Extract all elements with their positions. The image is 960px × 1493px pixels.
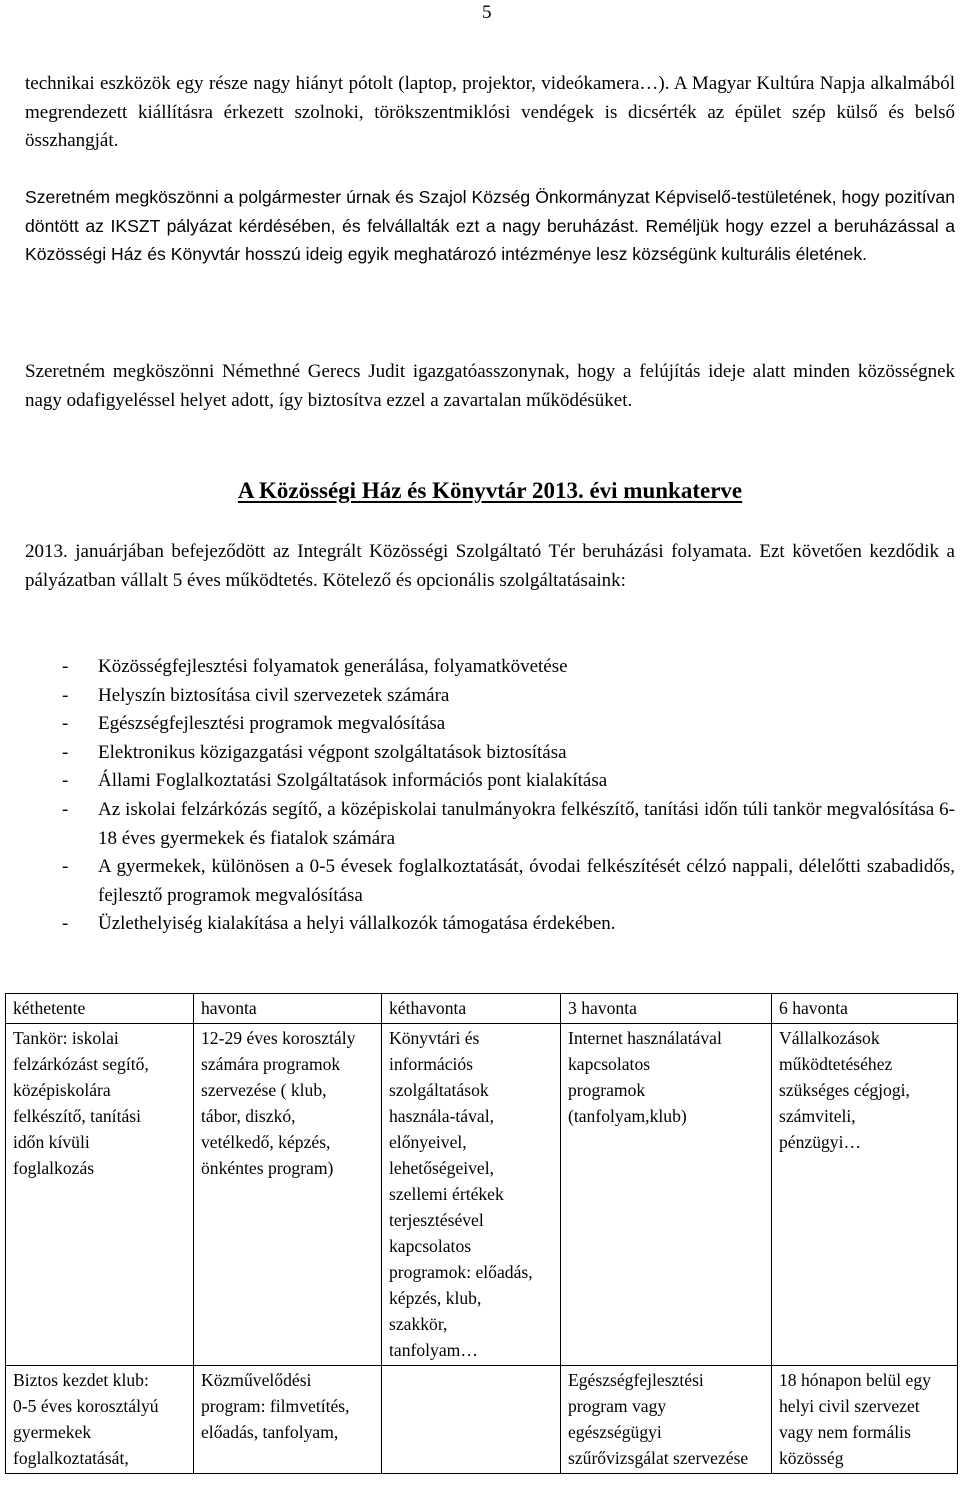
- list-item-text: Állami Foglalkoztatási Szolgáltatások információs pont kialakítása: [98, 770, 608, 792]
- header-quarterly: 3 havonta: [561, 994, 772, 1024]
- list-item-text: Helyszín biztosítása civil szervezetek számára: [98, 684, 450, 706]
- list-dash: -: [62, 770, 69, 792]
- list-dash: -: [62, 798, 69, 820]
- table-cell: [382, 1366, 561, 1474]
- section-title: A Közösségi Ház és Könyvtár 2013. évi munkaterve: [237, 478, 743, 503]
- cell-text: Vállalkozások működtetéséhez szükséges cégjogi, számviteli, pénzügyi…: [779, 1028, 910, 1152]
- table-header-row: [6, 994, 958, 1024]
- list-dash: -: [62, 713, 69, 735]
- table-cell: [561, 1024, 772, 1366]
- list-dash: -: [62, 741, 69, 763]
- cell-text: Internet használatával kapcsolatos programok (tanfolyam,klub): [568, 1028, 722, 1126]
- header-bimonthly: kéthavonta: [382, 994, 561, 1024]
- list-item: [25, 796, 955, 853]
- cell-text: 18 hónapon belül egy helyi civil szervezet vagy nem formális közösség: [779, 1370, 931, 1468]
- list-item-text: A gyermekek, különösen a 0-5 évesek foglalkoztatását, óvodai felkészítését célzó nappali, délelőtti szabadidős, fejlesztő programok megvalósítása: [98, 856, 955, 906]
- page-number: 5: [482, 2, 492, 23]
- cell-text: Tankör: iskolai felzárkózást segítő, középiskolára felkészítő, tanítási időn kívüli foglalkozás: [13, 1028, 149, 1178]
- paragraph-technical-equipment: technikai eszközök egy része nagy hiányt pótolt (laptop, projektor, videókamera…). A Magyar Kultúra Napja alkalmából megrendezett kiállításra érkezett szolnoki, törökszentmiklósi vendégek is dicsérték az épület szép külső és belső összhangját.: [25, 73, 955, 151]
- services-list: [25, 653, 955, 939]
- table-cell: [772, 1366, 958, 1474]
- table-cell: [561, 1366, 772, 1474]
- list-dash: -: [62, 656, 69, 677]
- paragraph-thanks-mayor: Szeretném megköszönni a polgármester úrnak és Szajol Község Önkormányzat Képviselő-testületének, hogy pozitívan döntött az IKSZT pályázat kérdésében, és felvállalták ezt a nagy beruházást. Reméljük hogy ezzel a beruházással a Közösségi Ház és Könyvtár hosszú ideig egyik meghatározó intézménye lesz községünk kulturális életének.: [25, 187, 955, 264]
- header-monthly: havonta: [194, 994, 382, 1024]
- list-item: [25, 739, 955, 768]
- list-item-text: Közösségfejlesztési folyamatok generálása, folyamatkövetése: [98, 656, 568, 677]
- list-item: [25, 853, 955, 910]
- list-item: [25, 653, 955, 682]
- header-semiannual: 6 havonta: [772, 994, 958, 1024]
- list-dash: -: [62, 684, 69, 706]
- header-biweekly: kéthetente: [6, 994, 194, 1024]
- table-cell: [772, 1024, 958, 1366]
- paragraph-thanks-director: Szeretném megköszönni Némethné Gerecs Judit igazgatóasszonynak, hogy a felújítás ideje alatt minden közösségnek nagy odafigyeléssel helyet adott, így biztosítva ezzel a zavartalan működésüket.: [25, 361, 955, 411]
- table-cell: [6, 1366, 194, 1474]
- list-item: [25, 767, 955, 796]
- list-item-text: Elektronikus közigazgatási végpont szolgáltatások biztosítása: [98, 741, 567, 763]
- list-item-text: Üzlethelyiség kialakítása a helyi vállalkozók támogatása érdekében.: [98, 913, 616, 935]
- list-item: [25, 910, 955, 939]
- schedule-table: [5, 993, 958, 1474]
- cell-text: Könyvtári és információs szolgáltatások használa-tával, előnyeivel, lehetőségeivel, szellemi értékek terjesztésével kapcsolatos programok: előadás, képzés, klub, szakkör, tanfolyam…: [389, 1028, 533, 1360]
- cell-text: 12-29 éves korosztály számára programok szervezése ( klub, tábor, diszkó, vetélkedő, képzés, önkéntes program): [201, 1028, 356, 1178]
- cell-text: Egészségfejlesztési program vagy egészségügyi szűrővizsgálat szervezése: [568, 1370, 749, 1468]
- table-cell: [382, 1024, 561, 1366]
- cell-text: Biztos kezdet klub: 0-5 éves korosztályú gyermekek foglalkoztatását,: [13, 1370, 159, 1468]
- list-item-text: Egészségfejlesztési programok megvalósítása: [98, 713, 446, 735]
- cell-text: Közművelődési program: filmvetítés, előadás, tanfolyam,: [201, 1370, 350, 1442]
- list-item: [25, 682, 955, 711]
- table-row: [6, 1024, 958, 1366]
- list-item: [25, 710, 955, 739]
- table-cell: [194, 1366, 382, 1474]
- table-cell: [6, 1024, 194, 1366]
- list-dash: -: [62, 856, 69, 878]
- list-dash: -: [62, 913, 69, 935]
- table-row: [6, 1366, 958, 1474]
- table-cell: [194, 1024, 382, 1366]
- list-item-text: Az iskolai felzárkózás segítő, a középiskolai tanulmányokra felkészítő, tanítási időn túli tankör megvalósítása 6-18 éves gyermekek és fiatalok számára: [98, 798, 955, 849]
- paragraph-services-intro: 2013. januárjában befejeződött az Integrált Közösségi Szolgáltató Tér beruházási folyamata. Ezt követően kezdődik a pályázatban vállalt 5 éves működtetés. Kötelező és opcionális szolgáltatásaink:: [25, 541, 955, 591]
